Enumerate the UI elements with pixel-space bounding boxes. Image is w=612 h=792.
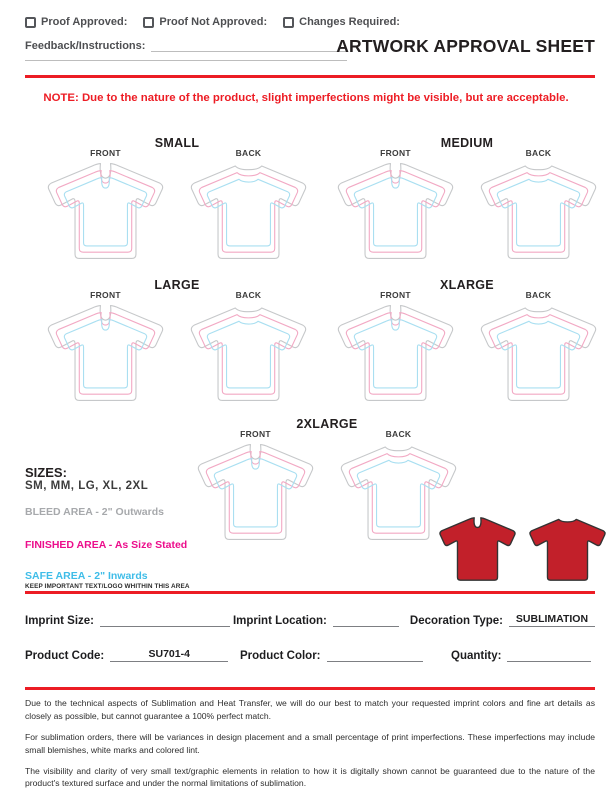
disclaimer-block [25, 697, 595, 792]
changes-required-option [283, 16, 400, 28]
view-label-front: FRONT [240, 429, 271, 439]
product-code-label: Product Code: [25, 650, 105, 662]
size-label: 2XLARGE [296, 417, 358, 431]
order-form [25, 613, 595, 662]
proof-not-approved-label: Proof Not Approved: [159, 16, 268, 28]
quantity-input[interactable] [507, 649, 591, 662]
imprint-size-label: Imprint Size: [25, 615, 95, 627]
product-code-field [25, 648, 240, 662]
legend [25, 465, 235, 590]
disclaimer-paragraph: The visibility and clarity of very small text/graphic elements in relation to how it is digitally shown cannot be guaranteed due to the nature of the product's textured surface and under the normal limitations of sublimation. [25, 765, 595, 789]
proof-group-xlarge [328, 278, 606, 406]
divider-top [25, 75, 595, 78]
sizes-list: SM, MM, LG, XL, 2XL [25, 480, 149, 492]
shirt-template-front-icon [328, 158, 463, 264]
form-row-1 [25, 613, 595, 627]
proof-group-medium [328, 136, 606, 264]
safe-area-label: SAFE AREA - 2" Inwards [25, 570, 148, 582]
red-shirt-front-icon [434, 511, 521, 587]
disclaimer-paragraph: Due to the technical aspects of Sublimation and Heat Transfer, we will do our best to match your requested imprint colors and fine art details as closely as possible, but cannot guarantee a 100% perfect match. [25, 698, 595, 721]
shirt-outline-large-front [38, 290, 173, 406]
bleed-area-label: BLEED AREA - 2" Outwards [25, 506, 164, 518]
product-color-input[interactable] [327, 649, 424, 662]
shirt-outline-large-back [181, 290, 316, 406]
product-color-field [240, 648, 423, 662]
disclaimer-paragraph: For sublimation orders, there will be variances in design placement and a small percentage of print imperfections. These imperfections may include small blemishes, white marks and colored lint. [25, 731, 595, 755]
shirt-template-back-icon [471, 158, 606, 264]
size-label: XLARGE [440, 278, 494, 292]
changes-required-label: Changes Required: [299, 16, 400, 28]
shirt-template-front-icon [38, 158, 173, 264]
view-label-back: BACK [525, 148, 552, 158]
shirt-outline-xlarge-back [471, 290, 606, 406]
view-label-front: FRONT [90, 290, 121, 300]
shirt-outline-small-back [181, 148, 316, 264]
proof-approved-label: Proof Approved: [41, 16, 128, 28]
view-label-back: BACK [525, 290, 552, 300]
proof-group-small [38, 136, 316, 264]
shirt-template-back-icon [181, 300, 316, 406]
shirt-template-back-icon [471, 300, 606, 406]
product-code-input[interactable]: SU701-4 [110, 648, 228, 662]
imprint-location-input[interactable] [333, 614, 399, 627]
shirt-outline-small-front [38, 148, 173, 264]
size-label: LARGE [154, 278, 200, 292]
shirt-outline-medium-back [471, 148, 606, 264]
shirt-outline-medium-front [328, 148, 463, 264]
decoration-type-label: Decoration Type: [409, 615, 503, 627]
imperfections-note: NOTE: Due to the nature of the product, slight imperfections might be visible, but are acceptable. [43, 92, 569, 104]
view-label-back: BACK [235, 148, 262, 158]
proof-approved-checkbox[interactable] [25, 17, 36, 28]
feedback-input-line-2[interactable] [25, 48, 347, 61]
finished-area-label: FINISHED AREA - As Size Stated [25, 539, 188, 551]
view-label-back: BACK [385, 429, 412, 439]
shirt-template-front-icon [38, 300, 173, 406]
view-label-front: FRONT [380, 290, 411, 300]
page-title: ARTWORK APPROVAL SHEET [336, 36, 595, 56]
shirt-outline-xlarge-front [328, 290, 463, 406]
imprint-location-label: Imprint Location: [232, 615, 327, 627]
proof-approved-option [25, 16, 127, 28]
shirt-template-front-icon [328, 300, 463, 406]
product-color-swatch [434, 511, 611, 587]
imprint-size-field [25, 613, 233, 627]
view-label-back: BACK [235, 290, 262, 300]
divider-middle [25, 591, 595, 594]
shirt-template-back-icon [181, 158, 316, 264]
feedback-label: Feedback/Instructions: [25, 40, 146, 52]
proof-not-approved-option [143, 16, 267, 28]
decoration-type-input[interactable]: SUBLIMATION [509, 613, 595, 627]
view-label-front: FRONT [90, 148, 121, 158]
quantity-label: Quantity: [451, 650, 502, 662]
product-color-label: Product Color: [240, 650, 321, 662]
divider-bottom [25, 687, 595, 690]
size-label: MEDIUM [440, 136, 494, 150]
changes-required-checkbox[interactable] [283, 17, 294, 28]
proof-not-approved-checkbox[interactable] [143, 17, 154, 28]
imprint-location-field [233, 613, 410, 627]
quantity-field [423, 648, 595, 662]
red-shirt-back-icon [524, 511, 611, 587]
size-label: SMALL [154, 136, 200, 150]
safe-area-note: KEEP IMPORTANT TEXT/LOGO WHITHIN THIS AREA [25, 583, 190, 590]
form-row-2 [25, 648, 595, 662]
proof-group-large [38, 278, 316, 406]
view-label-front: FRONT [380, 148, 411, 158]
imprint-size-input[interactable] [100, 614, 230, 627]
sizes-heading: SIZES: [25, 465, 67, 480]
proof-status-row [25, 16, 400, 28]
decoration-type-field [410, 613, 595, 627]
